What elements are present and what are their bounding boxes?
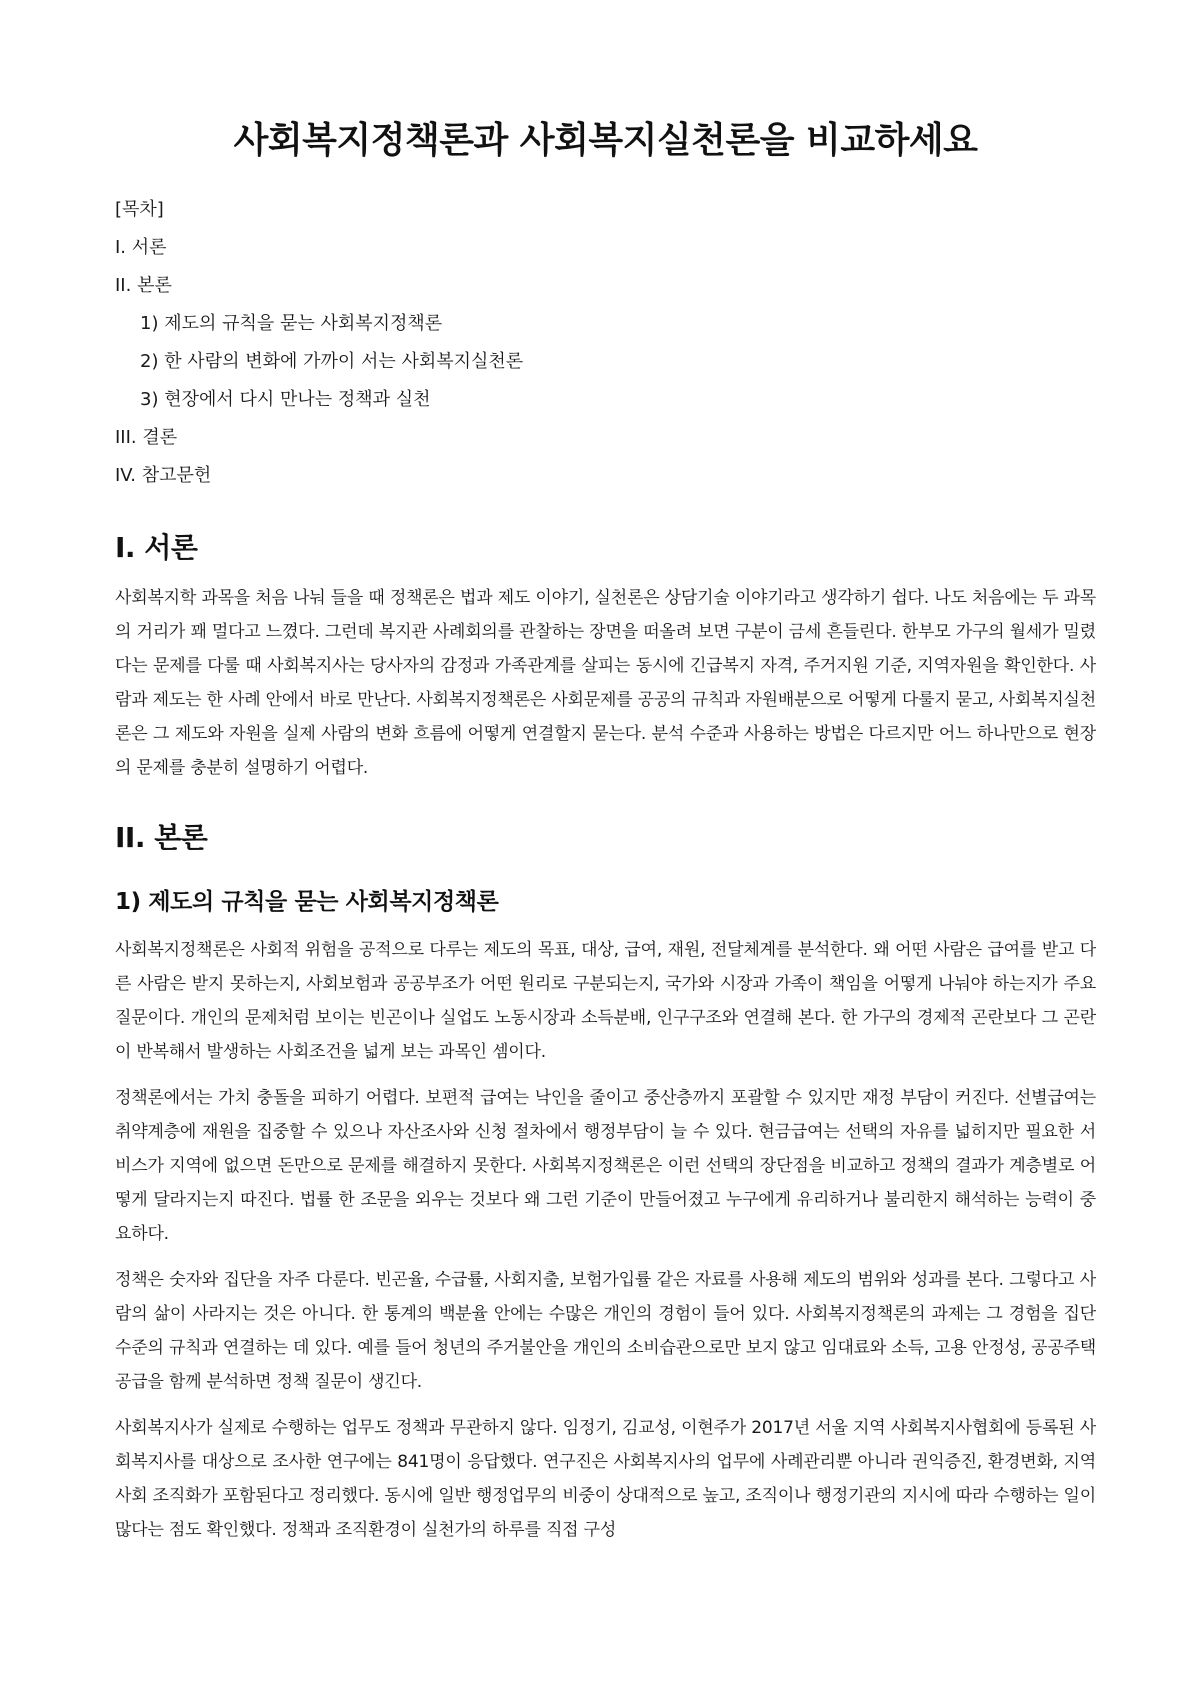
toc-item-intro: I. 서론 <box>115 237 167 258</box>
toc-item-references: IV. 참고문헌 <box>115 465 212 486</box>
document-title: 사회복지정책론과 사회복지실천론을 비교하세요 <box>233 120 978 161</box>
body-paragraph: 사회복지정책론은 사회적 위험을 공적으로 다루는 제도의 목표, 대상, 급여, 재원, 전달체계를 분석한다. 왜 어떤 사람은 급여를 받고 다른 사람은 받지 못하는지, 사회보험과 공공부조가 어떤 원리로 구분되는지, 국가와 시장과 가족이 책임을 어떻게 나눠야 하는지가 주요 질문이다. 개인의 문제처럼 보이는 빈곤이나 실업도 노동시장과 소득분배, 인구구조와 연결해 본다. 한 가구의 경제적 곤란보다 그 곤란이 반복해서 발생하는 사회조건을 넓게 보는 과목인 셈이다. <box>115 939 1096 1062</box>
subsection-title-policy: 1) 제도의 규칙을 묻는 사회복지정책론 <box>115 889 499 916</box>
toc-item-body: II. 본론 <box>115 275 172 296</box>
toc-heading: [목차] <box>115 199 164 220</box>
body-paragraph: 정책은 숫자와 집단을 자주 다룬다. 빈곤율, 수급률, 사회지출, 보험가입률 같은 자료를 사용해 제도의 범위와 성과를 본다. 그렇다고 사람의 삶이 사라지는 것은 아니다. 한 통계의 백분율 안에는 수많은 개인의 경험이 들어 있다. 사회복지정책론의 과제는 그 경험을 집단 수준의 규칙과 연결하는 데 있다. 예를 들어 청년의 주거불안을 개인의 소비습관으로만 보지 않고 임대료와 소득, 고용 안정성, 공공주택 공급을 함께 분석하면 정책 질문이 생긴다. <box>115 1269 1097 1392</box>
table-of-contents <box>115 191 1096 495</box>
body-paragraph: 사회복지사가 실제로 수행하는 업무도 정책과 무관하지 않다. 임정기, 김교성, 이현주가 2017년 서울 지역 사회복지사협회에 등록된 사회복지사를 대상으로 조사한 연구에는 841명이 응답했다. 연구진은 사회복지사의 업무에 사례관리뿐 아니라 권익증진, 환경변화, 지역사회 조직화가 포함된다고 정리했다. 동시에 일반 행정업무의 비중이 상대적으로 높고, 조직이나 행정기관의 지시에 따라 수행하는 일이 많다는 점도 확인했다. 정책과 조직환경이 실천가의 하루를 직접 구성 <box>115 1417 1096 1540</box>
toc-item-body-3: 3) 현장에서 다시 만나는 정책과 실천 <box>140 389 431 410</box>
body-paragraph: 정책론에서는 가치 충돌을 피하기 어렵다. 보편적 급여는 낙인을 줄이고 중산층까지 포괄할 수 있지만 재정 부담이 커진다. 선별급여는 취약계층에 재원을 집중할 수 있으나 자산조사와 신청 절차에서 행정부담이 늘 수 있다. 현금급여는 선택의 자유를 넓히지만 필요한 서비스가 지역에 없으면 돈만으로 문제를 해결하지 못한다. 사회복지정책론은 이런 선택의 장단점을 비교하고 정책의 결과가 계층별로 어떻게 달라지는지 따진다. 법률 한 조문을 외우는 것보다 왜 그런 기준이 만들어졌고 누구에게 유리하거나 불리한지 해석하는 능력이 중요하다. <box>115 1087 1096 1244</box>
section-title-intro: I. 서론 <box>115 531 198 564</box>
section-title-body: II. 본론 <box>115 820 208 854</box>
toc-item-body-2: 2) 한 사람의 변화에 가까이 서는 사회복지실천론 <box>140 351 524 372</box>
toc-list <box>115 229 1096 495</box>
toc-item-conclusion: III. 결론 <box>115 427 178 448</box>
intro-paragraph: 사회복지학 과목을 처음 나눠 들을 때 정책론은 법과 제도 이야기, 실천론은 상담기술 이야기라고 생각하기 쉽다. 나도 처음에는 두 과목의 거리가 꽤 멀다고 느꼈다. 그런데 복지관 사례회의를 관찰하는 장면을 떠올려 보면 구분이 금세 흔들린다. 한부모 가구의 월세가 밀렸다는 문제를 다룰 때 사회복지사는 당사자의 감정과 가족관계를 살피는 동시에 긴급복지 자격, 주거지원 기준, 지역자원을 확인한다. 사람과 제도는 한 사례 안에서 바로 만난다. 사회복지정책론은 사회문제를 공공의 규칙과 자원배분으로 어떻게 다룰지 묻고, 사회복지실천론은 그 제도와 자원을 실제 사람의 변화 흐름에 어떻게 연결할지 묻는다. 분석 수준과 사용하는 방법은 다르지만 어느 하나만으로 현장의 문제를 충분히 설명하기 어렵다. <box>115 587 1097 778</box>
toc-item-body-1: 1) 제도의 규칙을 묻는 사회복지정책론 <box>140 313 443 334</box>
